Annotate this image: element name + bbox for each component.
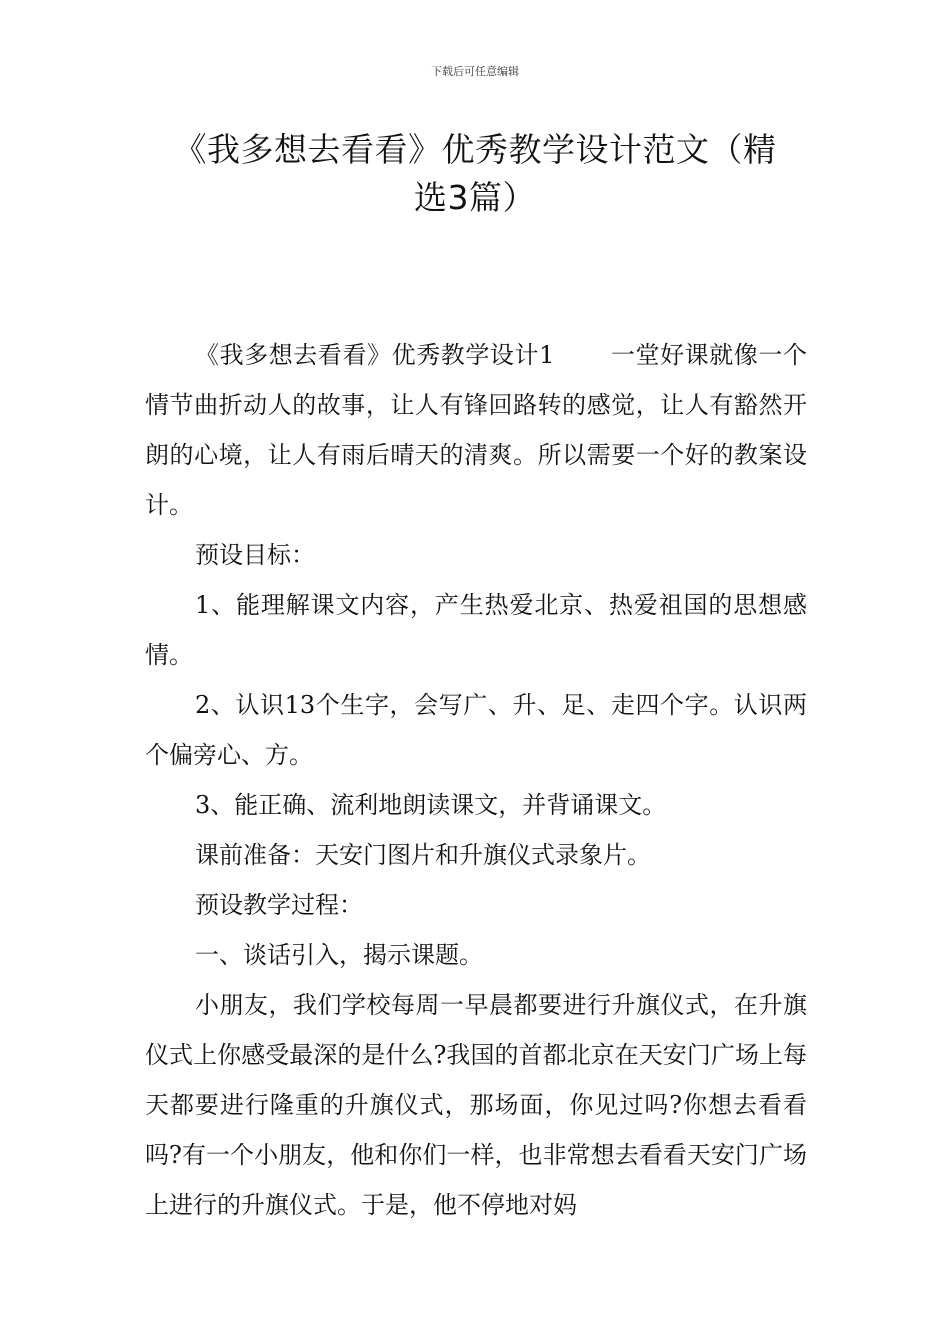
document-title	[145, 126, 805, 222]
paragraph-goals-heading: 预设目标：	[195, 541, 315, 569]
paragraph-goal-2: 2、认识13个生字，会写广、升、足、走四个字。认识两个偏旁心、方。	[145, 691, 807, 769]
intro-text: 一堂好课就像一个情节曲折动人的故事，让人有锋回路转的感觉，让人有豁然开朗的心境，让人有雨后晴天的清爽。所以需要一个好的教案设计。	[145, 341, 807, 519]
paragraph-goal-1: 1、能理解课文内容，产生热爱北京、热爱祖国的思想感情。	[145, 591, 807, 669]
paragraph-step-1-heading: 一、谈话引入，揭示课题。	[195, 941, 483, 969]
paragraph-preparation: 课前准备：天安门图片和升旗仪式录象片。	[195, 841, 651, 869]
title-line-2: 选3篇）	[414, 178, 536, 217]
paragraph-step-1-body: 小朋友，我们学校每周一早晨都要进行升旗仪式，在升旗仪式上你感受最深的是什么?我国的首都北京在天安门广场上每天都要进行隆重的升旗仪式，那场面，你见过吗?你想去看看吗?有一个小朋友，他和你们一样，也非常想去看看天安门广场上进行的升旗仪式。于是，他不停地对妈	[145, 991, 807, 1219]
header-note: 下载后可任意编辑	[431, 65, 519, 78]
title-line-1: 《我多想去看看》优秀教学设计范文（精	[173, 130, 777, 169]
paragraph-intro	[145, 330, 807, 530]
paragraph-process-heading: 预设教学过程：	[195, 891, 363, 919]
section-heading-1: 《我多想去看看》优秀教学设计1	[195, 341, 555, 369]
paragraph-goal-3: 3、能正确、流利地朗读课文，并背诵课文。	[195, 791, 667, 819]
document-body	[145, 330, 807, 1230]
